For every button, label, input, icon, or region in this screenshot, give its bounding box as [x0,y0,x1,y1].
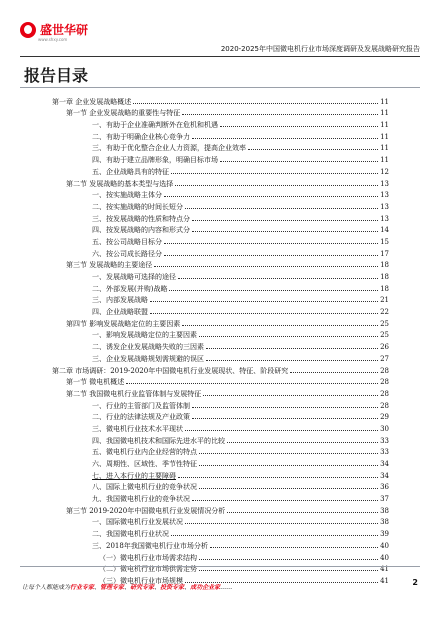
toc-leader-dots [199,336,378,337]
toc-entry-page: 21 [380,296,389,305]
toc-leader-dots [175,185,378,186]
toc-entry-page: 25 [380,331,389,340]
toc-entry[interactable] [52,106,389,118]
toc-entry-page: 22 [380,308,389,317]
toc-entry[interactable] [52,176,389,188]
toc-entry[interactable] [52,503,389,515]
toc-leader-dots [182,114,378,115]
footer-highlight: 成功企业家 [190,584,221,591]
toc-leader-dots [150,313,378,314]
toc-entry-page: 36 [380,483,389,492]
toc-entry-title: 第三节 2019-2020年中国微电机行业发展情况分析 [66,506,226,515]
toc-entry-title: 九、我国微电机行业的竞争状况 [92,495,190,504]
toc-leader-dots [169,290,378,291]
toc-entry-title: 第二章 市场调研：2019-2020年中国微电机行业发展现状、特征、阶段研究 [52,366,289,375]
toc-entry[interactable] [52,480,389,492]
toc-entry-page: 27 [380,354,389,363]
logo [20,22,88,38]
toc-entry-title: 三、内部发展战略 [92,296,148,305]
toc-entry[interactable] [52,246,389,258]
page-number: 2 [412,578,418,587]
toc-entry-page: 18 [380,284,389,293]
toc-leader-dots [199,488,378,489]
toc-entry[interactable] [52,188,389,200]
toc-entry-page: 11 [380,132,389,141]
toc-entry-title: 六、按公司成长路径分 [92,249,162,258]
toc-entry[interactable] [52,281,389,293]
toc-entry[interactable] [52,269,389,281]
toc-entry-page: 34 [380,460,389,468]
toc-leader-dots [206,348,378,349]
toc-entry-page: 39 [380,530,389,539]
toc-entry-page: 25 [380,319,389,328]
toc-leader-dots [206,360,378,361]
toc-entry-page: 11 [380,97,389,106]
toc-leader-dots [171,173,378,174]
toc-entry[interactable] [52,562,389,574]
toc-entry-page: 26 [380,343,389,352]
toc-entry-page: 13 [380,214,389,223]
footer-highlight: 投资专家 [160,584,185,591]
toc-entry-page: 28 [380,366,389,375]
toc-entry-page: 12 [380,167,389,176]
toc-leader-dots [227,512,378,513]
toc-leader-dots [178,278,378,279]
page-title: 报告目录 [24,66,89,85]
toc-entry-page: 11 [380,109,389,118]
toc-entry[interactable] [52,152,389,164]
toc-entry-title: 二、诱发企业发展战略失败的三因素 [92,343,204,352]
toc-entry-page: 30 [380,424,389,433]
toc-entry[interactable] [52,363,389,375]
footer-highlight: 研究专家 [130,584,155,591]
toc-entry-title: 四、我国微电机技术和国际先进水平的比较 [92,436,225,445]
toc-leader-dots [290,372,378,373]
toc-leader-dots [182,325,378,326]
toc-entry-title: 二、外部发展(并购)战略 [92,284,168,293]
toc-entry-page: 15 [380,237,389,246]
toc-entry[interactable] [52,351,389,363]
toc-entry-title: 第二节 我国微电机行业监管体制与发展特征 [66,389,202,398]
toc-leader-dots [199,453,378,454]
toc-leader-dots [164,196,378,197]
toc-entry-title: 一、发展战略可选择的途径 [92,273,176,281]
toc-entry[interactable] [52,234,389,246]
toc-leader-dots [133,103,378,104]
logo-mark-icon [20,22,36,38]
toc-entry-title: 第一章 企业发展战略概述 [52,97,132,106]
toc-entry-title: 三、微电机行业技术水平现状 [92,424,183,433]
toc-entry[interactable] [52,94,389,106]
toc-entry[interactable] [52,468,389,480]
toc-entry[interactable] [52,293,389,305]
toc-entry[interactable] [52,199,389,211]
toc-entry-page: 34 [380,471,389,480]
toc-leader-dots [192,500,378,501]
toc-entry-page: 40 [380,541,389,550]
toc-leader-dots [199,465,378,466]
toc-leader-dots [185,430,378,431]
toc-entry[interactable] [52,223,389,235]
toc-leader-dots [199,570,378,571]
toc-entry[interactable] [52,339,389,351]
toc-entry-title: 二、按实施战略的时间长短分 [92,202,183,211]
toc-entry-title: 二、行业的法律法规及产业政策 [92,413,190,422]
toc-entry-page: 11 [380,144,389,153]
toc-entry-page: 41 [380,565,389,574]
toc-entry-title: 四、有助于建立品牌形象，明确目标市场 [92,156,218,165]
toc-leader-dots [150,301,378,302]
toc-entry-title: 三、按发展战略的性质和特点分 [92,214,190,223]
toc-leader-dots [192,407,378,408]
footer-separator: 、 [94,584,101,591]
toc-entry-title: 第一节 企业发展战略的重要性与特征 [66,109,181,118]
toc-entry[interactable] [52,526,389,538]
toc-entry-title: 第一节 微电机概述 [66,378,125,387]
toc-entry-title: 第三节 发展战略的主要途径 [66,261,153,270]
toc-entry-page: 29 [380,413,389,422]
toc-leader-dots [178,477,378,478]
toc-leader-dots [210,547,378,548]
footer-highlight: 管理专家 [100,584,125,591]
toc-entry[interactable] [52,211,389,223]
toc-entry-title: （二）微电机行业市场供需走势 [99,565,197,574]
footer-divider [20,566,420,567]
toc-entry-title: 三、有助于优化整合企业人力资源，提高企业效率 [92,144,246,153]
table-of-contents [52,94,389,585]
toc-entry-page: 13 [380,202,389,211]
toc-entry-title: 五、企业战略具有的特征 [92,167,169,176]
footer-separator: …… [220,584,233,591]
toc-entry[interactable] [52,304,389,316]
toc-entry-page: 37 [380,495,389,504]
logo-subtitle: www.shxy.com [38,37,68,42]
toc-entry-title: 八、国际上微电机行业的竞争状况 [92,483,197,492]
toc-leader-dots [185,208,378,209]
toc-entry[interactable] [52,550,389,562]
toc-leader-dots [171,535,378,536]
footer-separator: 、 [124,584,131,591]
report-title: 2020-2025年中国微电机行业市场深度调研及发展战略研究报告 [220,45,420,53]
toc-entry-page: 17 [380,249,389,258]
toc-leader-dots [199,559,378,560]
toc-entry[interactable] [52,328,389,340]
toc-entry-page: 11 [380,121,389,130]
toc-entry-page: 33 [380,448,389,457]
toc-entry-title: 四、企业战略联盟 [92,308,148,317]
toc-entry[interactable] [52,445,389,457]
toc-entry-page: 18 [380,261,389,270]
toc-entry-page: 13 [380,191,389,200]
toc-leader-dots [154,266,378,267]
toc-entry-page: 14 [380,226,389,235]
toc-entry-title: （一）微电机行业市场需求结构 [99,553,197,562]
toc-leader-dots [185,523,378,524]
toc-entry-title: 四、按发展战略的内容和形式分 [92,226,190,235]
toc-entry-page: 38 [380,518,389,527]
toc-entry-title: 二、我国微电机行业状况 [92,530,169,539]
toc-leader-dots [220,161,378,162]
toc-entry[interactable] [52,515,389,527]
toc-entry[interactable] [52,117,389,129]
toc-entry[interactable] [52,129,389,141]
footer-slogan [22,582,232,591]
toc-entry[interactable] [52,141,389,153]
title-divider [20,87,420,88]
footer-separator: 、 [184,584,191,591]
toc-entry[interactable] [52,421,389,433]
toc-entry[interactable] [52,375,389,387]
toc-entry-title: 第四节 影响发展战略定位的主要因素 [66,319,181,328]
toc-entry-title: 二、有助于明确企业核心竞争力 [92,132,190,141]
toc-entry[interactable] [52,164,389,176]
toc-entry[interactable] [52,410,389,422]
toc-entry-page: 28 [380,378,389,387]
toc-entry-title: 一、有助于企业准确判断外在危机和机遇 [92,121,218,130]
toc-entry-title: 七、进入本行业的主要障碍 [92,471,176,480]
page-header [0,0,440,60]
toc-entry-title: 三、2018年我国微电机行业市场分析 [92,541,208,550]
toc-leader-dots [192,220,378,221]
toc-entry-page: 13 [380,179,389,188]
toc-entry[interactable] [52,491,389,503]
toc-entry[interactable] [52,433,389,445]
toc-leader-dots [126,383,378,384]
toc-entry-page: 28 [380,389,389,398]
toc-leader-dots [164,255,378,256]
toc-entry-title: 第二节 发展战略的基本类型与选择 [66,179,174,188]
toc-entry-title: 三、企业发展战略规划需规避的误区 [92,354,204,363]
footer-highlight: 行业专家 [70,584,95,591]
toc-entry-page: 18 [380,273,389,281]
toc-entry[interactable] [52,316,389,328]
toc-entry-page: 41 [380,576,389,585]
toc-leader-dots [227,442,378,443]
toc-leader-dots [203,395,378,396]
toc-entry-page: 40 [380,553,389,562]
toc-entry-title: 五、微电机行业内企业经营的特点 [92,448,197,457]
toc-entry[interactable] [52,386,389,398]
toc-entry-page: 38 [380,506,389,515]
toc-entry-title: 一、按实施战略主体分 [92,191,162,200]
toc-leader-dots [220,126,378,127]
toc-entry-title: 五、按公司战略目标分 [92,237,162,246]
toc-entry[interactable] [52,398,389,410]
toc-entry-page: 11 [380,156,389,165]
toc-leader-dots [192,418,378,419]
toc-entry[interactable] [52,538,389,550]
toc-entry-title: 一、影响发展战略定位的主要因素 [92,331,197,340]
toc-entry-page: 28 [380,401,389,410]
toc-entry[interactable] [52,456,389,468]
logo-text: 盛世华研 [40,23,89,37]
toc-entry-page: 33 [380,436,389,445]
toc-entry-title: 一、行业的主管部门及监管体制 [92,401,190,410]
toc-entry-title: （三）微电机行业市场规模 [99,576,183,585]
toc-entry-title: 六、周期性、区域性、季节性特征 [92,460,197,468]
toc-leader-dots [248,149,378,150]
footer-prefix: 让每个人都能成为 [22,584,71,591]
toc-leader-dots [164,243,378,244]
toc-leader-dots [192,231,378,232]
header-divider [20,56,420,57]
footer-separator: 、 [154,584,161,591]
toc-entry-title: 一、国际微电机行业发展状况 [92,518,183,527]
toc-leader-dots [192,138,378,139]
toc-entry[interactable] [52,258,389,270]
